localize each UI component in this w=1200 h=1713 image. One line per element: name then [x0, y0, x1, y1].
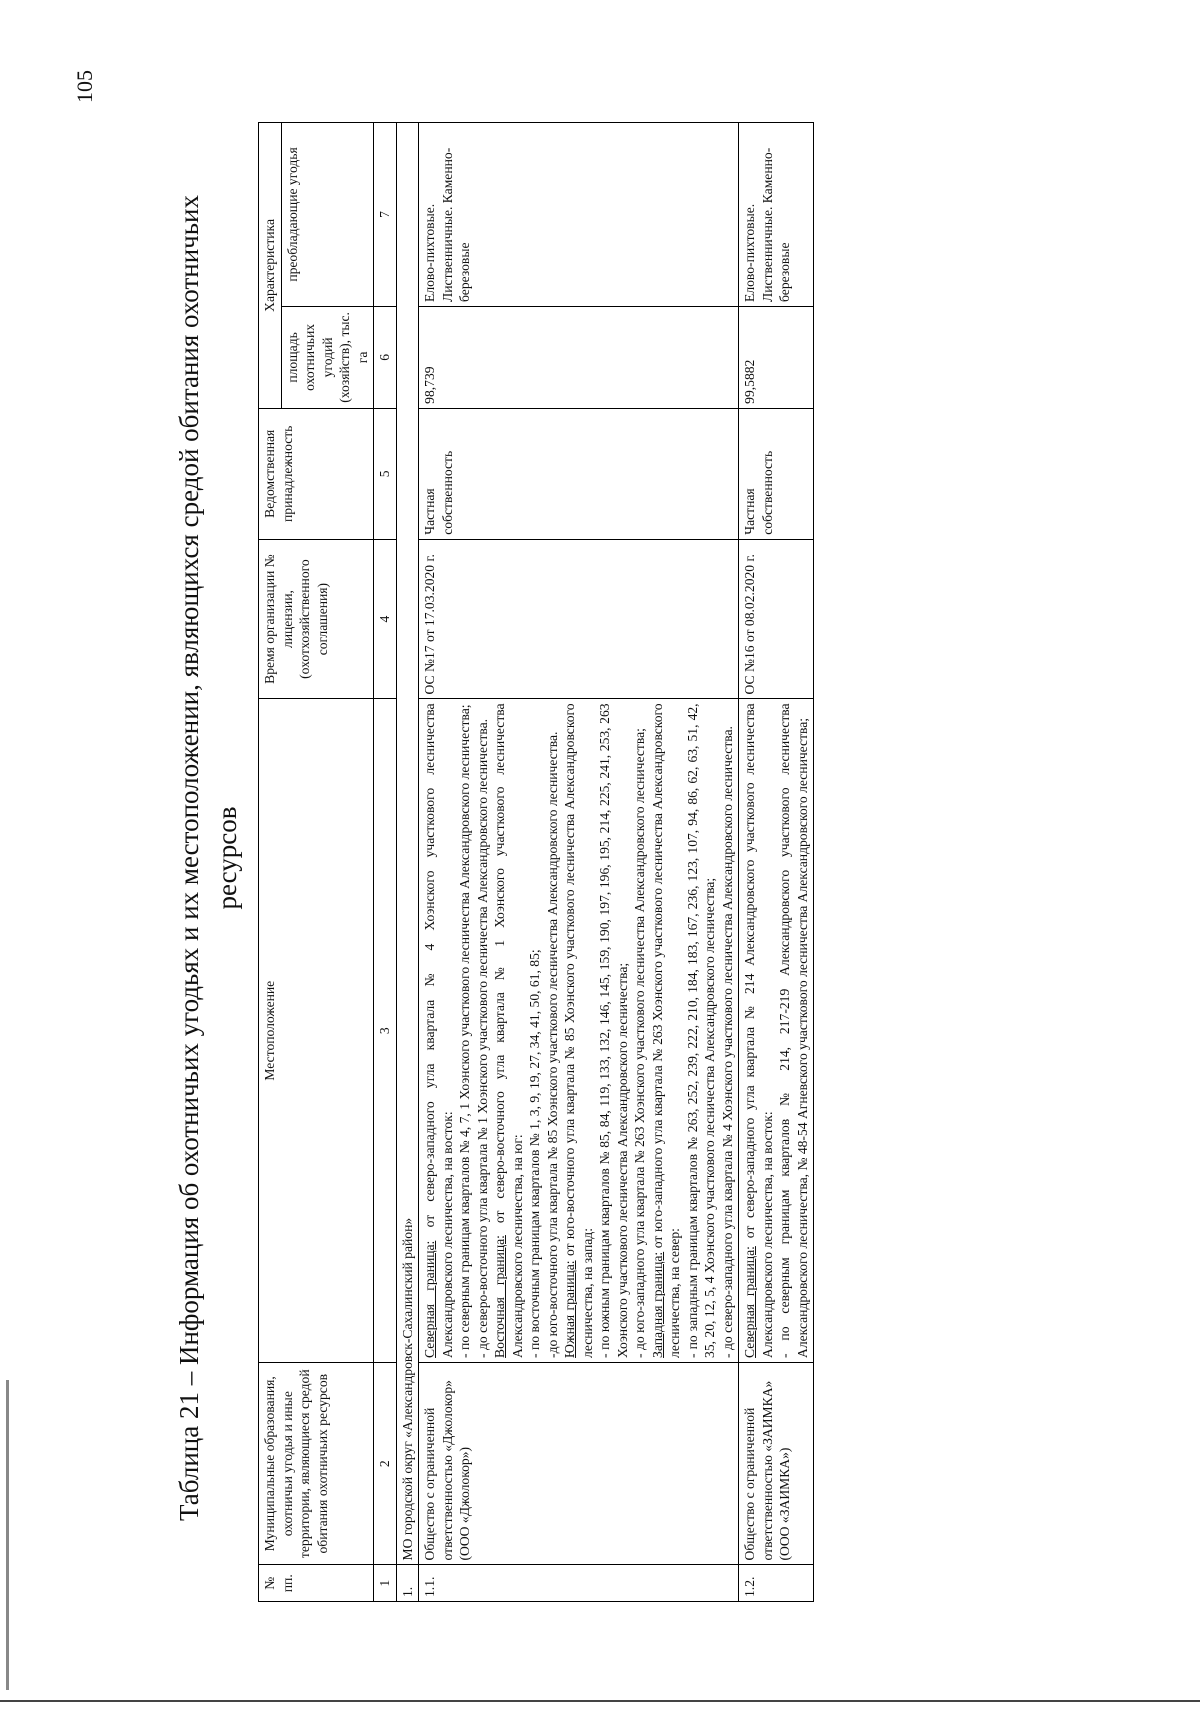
table-row	[739, 123, 814, 1602]
row-num: 1.2.	[739, 1565, 814, 1602]
col-number: 1	[374, 1565, 397, 1602]
section-row	[396, 123, 419, 1602]
col-number: 4	[374, 539, 397, 699]
location-paragraph: Восточная граница: от северо-восточного угла квартала № 1 Хоэнского участкового лесничества Александровского лесничества, на юг:	[492, 703, 525, 1358]
row-location	[739, 699, 814, 1363]
table-title-line2: ресурсов	[212, 806, 242, 910]
boundary-label: Западная граница:	[649, 1251, 665, 1358]
row-area: 99,5882	[739, 306, 814, 408]
section-num: 1.	[396, 1565, 419, 1602]
header-location: Местоположение	[259, 699, 374, 1363]
location-paragraph: -до юго-восточного угла квартала № 85 Хоэнского участкового лесничества Александровского лесничества.	[544, 731, 560, 1358]
header-row	[259, 123, 282, 1602]
location-paragraph: - до юго-западного угла квартала № 263 Хоэнского участкового лесничества Александровского лесничества;	[632, 728, 647, 1358]
section-name: МО городской округ «Александровск-Сахалинский район»	[396, 123, 419, 1565]
header-municipality: Муниципальные образования, охотничьи угодья и иные территории, являющиеся средой обитания охотничьих ресурсов	[259, 1362, 374, 1565]
row-area: 98,739	[419, 306, 739, 408]
boundary-label: Северная граница:	[742, 1246, 757, 1358]
row-name: Общество с ограниченной ответственностью «Джолокор» (ООО «Джолокор»)	[419, 1362, 739, 1565]
col-number: 7	[374, 123, 397, 307]
table-title-line1: Таблица 21 – Информация об охотничьих угодьях и их местоположении, являющихся средой обитания охотничьих	[174, 195, 204, 1522]
col-number: 3	[374, 699, 397, 1363]
location-paragraph: Южная граница: от юго-восточного угла квартала № 85 Хоэнского участкового лесничества Александровского лесничества, на запад:	[562, 703, 595, 1358]
row-ownership: Частная собственность	[419, 408, 739, 539]
row-license: ОС №16 от 08.02.2020 г.	[739, 539, 814, 699]
row-lands: Елово-пихтовые. Лиственничные. Каменно-березовые	[739, 123, 814, 307]
header-ownership: Ведомственная принадлежность	[259, 408, 374, 539]
col-number: 5	[374, 408, 397, 539]
table-row	[419, 123, 739, 1602]
location-paragraph: - по восточным границам кварталов № 1, 3, 9, 19, 27, 34, 41, 50, 61, 85;	[527, 949, 542, 1358]
row-name: Общество с ограниченной ответственностью «ЗАИМКА» (ООО «ЗАИМКА»)	[739, 1362, 814, 1565]
location-paragraph: - по западным границам кварталов № 263, 252, 239, 222, 210, 184, 183, 167, 236, 123, 107, 94, 86, 62, 63, 51, 42, 35, 20, 12, 5, 4 Хоэнского участкового лесничества Александровского лесничества;	[684, 703, 717, 1358]
table-title	[170, 173, 246, 1543]
column-number-row	[374, 123, 397, 1602]
boundary-label: Северная граница:	[422, 1240, 437, 1358]
boundary-label: Южная граница:	[562, 1260, 577, 1358]
row-lands: Елово-пихтовые. Лиственничные. Каменно-березовые	[419, 123, 739, 307]
row-ownership: Частная собственность	[739, 408, 814, 539]
location-paragraph: - по южным границам кварталов № 85, 84, 119, 133, 132, 146, 145, 159, 190, 197, 196, 195, 214, 225, 241, 253, 263 Хоэнского участкового лесничества Александровского лесничества;	[597, 703, 630, 1358]
location-paragraph: - до северо-восточного угла квартала № 1 Хоэнского участкового лесничества Александровского лесничества.	[474, 718, 490, 1358]
location-paragraph: Западная граница: от юго-западного угла квартала № 263 Хоэнского участкового лесничества Александровского лесничества, на север:	[649, 703, 682, 1358]
col-number: 6	[374, 306, 397, 408]
table-body	[419, 123, 814, 1602]
row-num: 1.1.	[419, 1565, 739, 1602]
header-area: площадь охотничьих угодий (хозяйств), тыс. га	[281, 306, 374, 408]
header-lands: преобладающие угодья	[281, 123, 374, 307]
boundary-label: Восточная граница:	[492, 1235, 507, 1358]
header-characteristic: Характеристика	[259, 123, 282, 409]
col-number: 2	[374, 1362, 397, 1565]
location-paragraph: Северная граница: от северо-западного угла квартала № 4 Хоэнского участкового лесничества Александровского лесничества, на восток:	[422, 703, 455, 1358]
header-license: Время организации № лицензии, (охотхозяйственного соглашения)	[259, 539, 374, 699]
hunting-grounds-table	[258, 122, 814, 1602]
location-paragraph: Северная граница: от северо-западного угла квартала № 214 Александровского участкового лесничества Александровского лесничества, на восток:	[742, 703, 775, 1358]
location-paragraph: - по северным границам кварталов № 214, 217-219 Александровского участкового лесничества Александровского лесничества, № 48-54 Агневского участкового лесничества Александровского лесничества;	[777, 703, 810, 1358]
page-number: 105	[72, 70, 97, 103]
row-license: ОС №17 от 17.03.2020 г.	[419, 539, 739, 699]
header-num: № пп.	[259, 1565, 374, 1602]
location-paragraph: - по северным границам кварталов № 4, 7, 1 Хоэнского участкового лесничества Александровского лесничества;	[457, 704, 472, 1358]
row-location	[419, 699, 739, 1363]
location-paragraph: - до северо-западного угла квартала № 4 Хоэнского участкового лесничества Александровского лесничества.	[719, 726, 735, 1358]
